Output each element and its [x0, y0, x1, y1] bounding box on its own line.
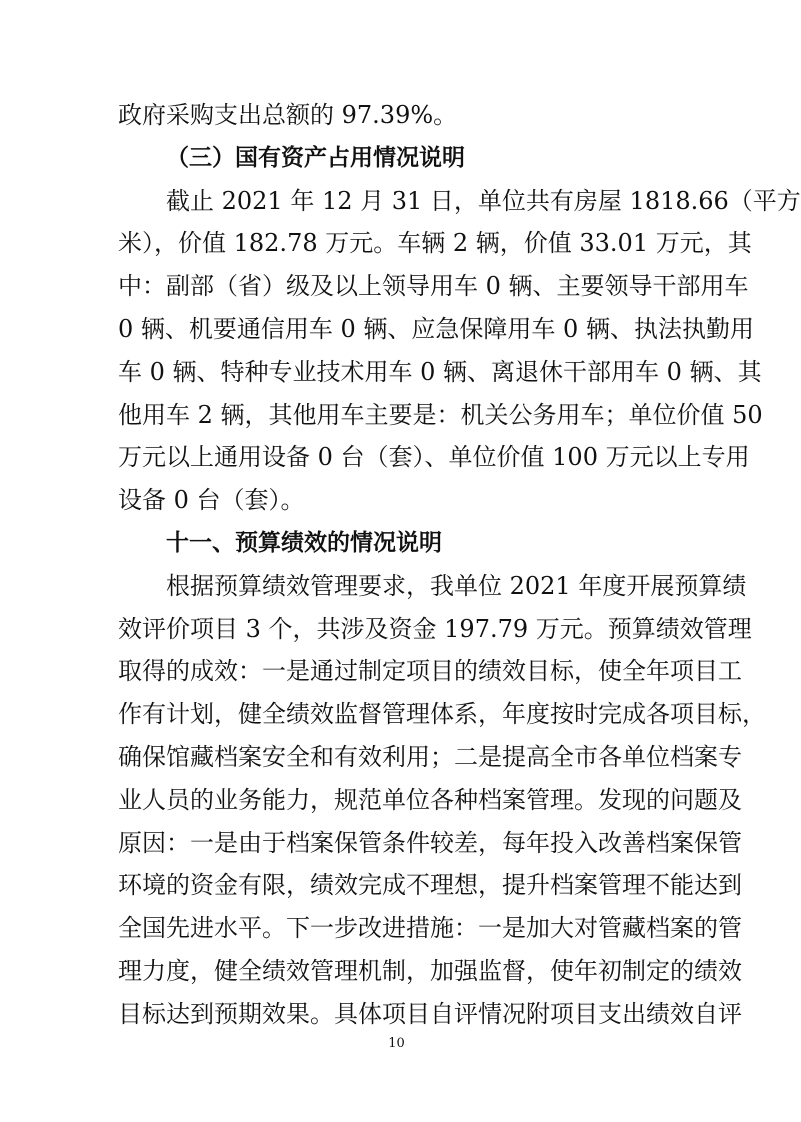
paragraph-line: 政府采购支出总额的 97.39%。 [118, 101, 458, 129]
paragraph-line: 环境的资金有限，绩效完成不理想，提升档案管理不能达到 [118, 871, 742, 899]
paragraph-line: 0 辆、机要通信用车 0 辆、应急保障用车 0 辆、执法执勤用 [118, 315, 754, 343]
paragraph-line: 截止 2021 年 12 月 31 日，单位共有房屋 1818.66（平方 [166, 187, 801, 215]
paragraph-line: 理力度，健全绩效管理机制，加强监督，使年初制定的绩效 [118, 957, 742, 985]
paragraph-line: 业人员的业务能力，规范单位各种档案管理。发现的问题及 [118, 786, 742, 814]
section-heading: （三）国有资产占用情况说明 [166, 145, 465, 171]
paragraph-line: 根据预算绩效管理要求，我单位 2021 年度开展预算绩 [166, 572, 747, 600]
paragraph-line: 设备 0 台（套）。 [118, 486, 305, 514]
paragraph-line: 米），价值 182.78 万元。车辆 2 辆，价值 33.01 万元，其 [118, 229, 752, 257]
section-heading: 十一、预算绩效的情况说明 [166, 530, 442, 556]
paragraph-line: 效评价项目 3 个，共涉及资金 197.79 万元。预算绩效管理 [118, 615, 752, 643]
paragraph-line: 确保馆藏档案安全和有效利用；二是提高全市各单位档案专 [118, 743, 742, 771]
paragraph-line: 目标达到预期效果。具体项目自评情况附项目支出绩效自评 [118, 1000, 742, 1028]
paragraph-line: 作有计划，健全绩效监督管理体系，年度按时完成各项目标， [118, 700, 766, 728]
paragraph-line: 全国先进水平。下一步改进措施：一是加大对管藏档案的管 [118, 914, 742, 942]
paragraph-line: 中：副部（省）级及以上领导用车 0 辆、主要领导干部用车 [118, 272, 749, 300]
paragraph-line: 取得的成效：一是通过制定项目的绩效目标，使全年项目工 [118, 657, 742, 685]
page-number: 10 [388, 1036, 405, 1051]
paragraph-line: 原因：一是由于档案保管条件较差，每年投入改善档案保管 [118, 829, 742, 857]
paragraph-line: 他用车 2 辆，其他用车主要是：机关公务用车；单位价值 50 [118, 401, 763, 429]
paragraph-line: 万元以上通用设备 0 台（套）、单位价值 100 万元以上专用 [118, 443, 750, 471]
paragraph-line: 车 0 辆、特种专业技术用车 0 辆、离退休干部用车 0 辆、其 [118, 358, 762, 386]
